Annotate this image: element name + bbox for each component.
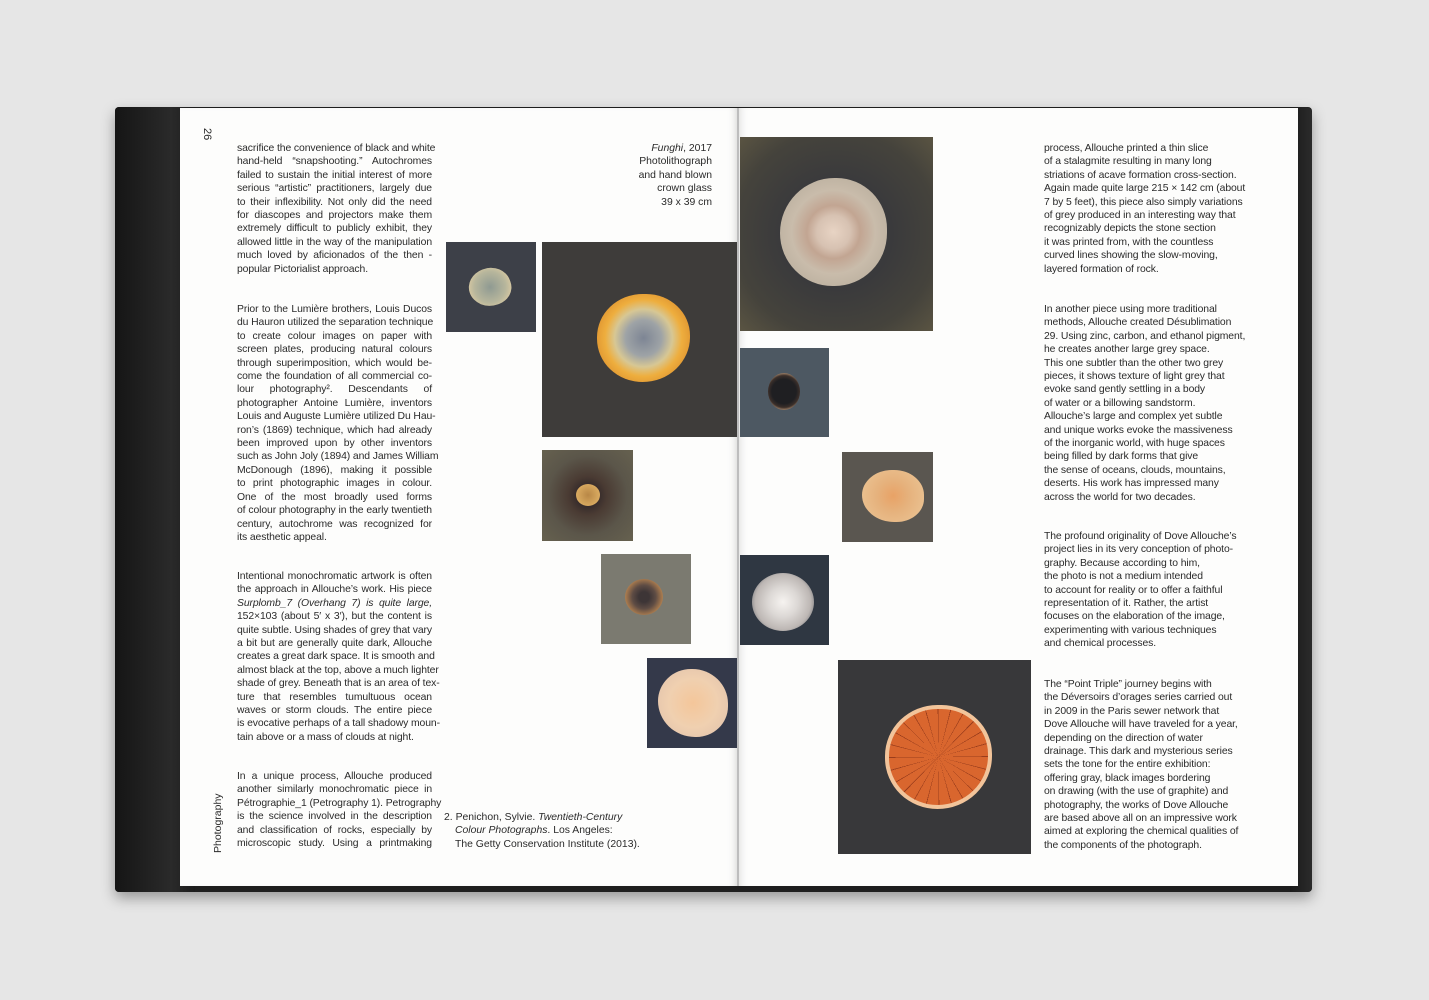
text-line: its aesthetic appeal. (237, 531, 327, 543)
text-line: In another piece using more traditional (1044, 304, 1217, 315)
text-line: such as John Joly (1894) and James William (237, 451, 439, 463)
artwork-year: , 2017 (683, 143, 712, 154)
text-line: quite subtle. Using shades of grey that vary (237, 624, 432, 636)
text-line: on drawing (with the use of graphite) and (1044, 786, 1229, 798)
footnote-title: Twentieth-Century (538, 812, 623, 823)
text-line: The “Point Triple” journey begins with (1044, 679, 1212, 690)
right-paragraph-1 (1044, 142, 1244, 276)
footnote-publisher: . Los Angeles: (547, 825, 613, 837)
text-line: sets the tone for the entire exhibition: (1044, 759, 1211, 771)
text-line: the photo is not a medium intended (1044, 571, 1203, 583)
text-line: deserts. His work has impressed many (1044, 478, 1219, 490)
text-line: microscopic study. Using a printmaking (237, 838, 432, 850)
text-line: waves or storm clouds. The entire piece (237, 705, 432, 717)
text-line: Dove Allouche will have traveled for a year, (1044, 719, 1238, 731)
text-line: century, autochrome was recognized for (237, 518, 432, 530)
text-line: Allouche’s large and complex yet subtle (1044, 411, 1223, 423)
text-line: the components of the photograph. (1044, 839, 1202, 851)
text-line: serious “artistic” practitioners, largely due (237, 183, 432, 195)
text-line: to their inflexibility. Not only did the need (237, 196, 432, 208)
text-line: shade of grey. Beneath that is an area of tex- (237, 678, 440, 690)
text-line: are based above all on an impressive work (1044, 813, 1237, 825)
text-line: he creates another large grey space. (1044, 344, 1210, 356)
text-line: depending on the direction of water (1044, 732, 1203, 744)
text-line: aimed at exploring the chemical qualities of (1044, 826, 1239, 838)
text-line: popular Pictorialist approach. (237, 263, 368, 275)
text-line: and chemical processes. (1044, 638, 1157, 650)
artwork-caption (600, 142, 712, 209)
text-line: the approach in Allouche’s work. His piece (237, 584, 432, 596)
text-line: striations of acave formation cross-section. (1044, 169, 1237, 181)
plate-dark-ring-colony (740, 348, 829, 437)
text-line: representation of it. Rather, the artist (1044, 598, 1209, 610)
text-line: to create colour images on paper with (237, 330, 432, 342)
page-number: 26 (201, 128, 213, 141)
text-line: Intentional monochromatic artwork is often (237, 571, 432, 582)
text-line: In a unique process, Allouche produced (237, 771, 432, 782)
caption-line: 39 x 39 cm (661, 196, 712, 208)
text-line: been improved upon by other inventors (237, 438, 432, 450)
plate-large-orange-colony (838, 660, 1031, 854)
plate-peach-split-colony (842, 452, 933, 542)
text-line: Again made quite large 215 × 142 cm (about (1044, 183, 1246, 195)
text-line: lour photography². Descendants of (237, 384, 432, 396)
text-line: methods, Allouche created Désublimation (1044, 317, 1232, 329)
text-line: offering gray, black images bordering (1044, 772, 1211, 784)
text-line: for diascopes and projectors make them (237, 210, 432, 222)
plate-grey-ring-colony (601, 554, 691, 644)
text-line: of a stalagmite resulting in many long (1044, 156, 1212, 168)
text-line: Prior to the Lumière brothers, Louis Ducos (237, 304, 432, 315)
text-line: another similarly monochromatic piece in (237, 784, 432, 796)
plate-large-yellow-colony (542, 242, 737, 437)
text-line: recognizably depicts the stone section (1044, 223, 1216, 235)
text-line: project lies in its very conception of photo- (1044, 544, 1233, 556)
text-line: This one subtler than the other two grey (1044, 357, 1224, 369)
plate-peach-lobed-colony (647, 658, 737, 748)
text-line: pieces, it shows texture of light grey that (1044, 371, 1225, 383)
text-line: focuses on the elaboration of the image, (1044, 611, 1225, 623)
text-line: of the inorganic world, with huge spaces (1044, 438, 1225, 450)
text-line: come the foundation of all commercial co- (237, 371, 432, 383)
text-line: process, Allouche printed a thin slice (1044, 143, 1209, 154)
text-line: to print photographic images in colour. (237, 478, 432, 490)
text-line: of grey produced in an interesting way that (1044, 210, 1236, 222)
text-line: drainage. This dark and mysterious series (1044, 746, 1233, 758)
text-line: Surplomb_7 (Overhang 7) is quite large, (237, 597, 432, 609)
plate-brown-halo-colony (542, 450, 633, 541)
right-paragraph-2 (1044, 303, 1244, 504)
text-line: experimenting with various techniques (1044, 624, 1217, 636)
caption-line: crown glass (657, 183, 712, 195)
text-line: hand-held “snapshooting.” Autochromes (237, 156, 432, 168)
text-line: du Hauron utilized the separation technique (237, 317, 434, 329)
text-line: much loved by aficionados of the then - (237, 250, 432, 262)
text-line: a bit but are generally quite dark, Allouche (237, 638, 432, 650)
text-line: Pétrographie_1 (Petrography 1). Petrography (237, 797, 442, 809)
text-line: tain above or a mass of clouds at night. (237, 731, 414, 743)
text-line: ture that resembles tumultuous ocean (237, 691, 432, 703)
caption-line: Photolithograph (639, 156, 712, 168)
text-line: photography, the works of Dove Allouche (1044, 799, 1229, 811)
text-line: extremely difficult to publicly exhibit, they (237, 223, 432, 235)
text-line: Louis and Auguste Lumière utilized Du Hau- (237, 411, 436, 423)
caption-line: and hand blown (638, 169, 712, 181)
text-line: photographer Antoine Lumière, inventors (237, 397, 432, 409)
text-line: graphy. Because according to him, (1044, 557, 1200, 569)
text-line: McDonough (1896), making it possible (237, 464, 432, 476)
book-gutter (737, 108, 739, 886)
text-line: across the world for two decades. (1044, 491, 1196, 503)
text-line: The profound originality of Dove Allouche’s (1044, 531, 1237, 542)
text-line: being filled by dark forms that give (1044, 451, 1199, 463)
plate-large-grey-flower-colony (740, 137, 933, 331)
right-paragraph-4 (1044, 678, 1244, 852)
text-line: curved lines showing the slow-moving, (1044, 250, 1218, 262)
text-line: and classification of rocks, especially by (237, 824, 432, 836)
text-line: ron’s (1869) technique, which had already (237, 424, 432, 436)
footnote (444, 811, 640, 851)
text-line: evoke sand gently settling in a body (1044, 384, 1206, 396)
text-line: through superimposition, which would be- (237, 357, 432, 369)
text-line: sacrifice the convenience of black and white (237, 143, 436, 154)
text-line: allowed little in the way of the manipulation (237, 236, 432, 248)
text-line: the Déversoirs d’orages series carried out (1044, 692, 1233, 704)
text-line: in 2009 in the Paris sewer network that (1044, 705, 1220, 717)
text-line: the sense of oceans, clouds, mountains, (1044, 464, 1226, 476)
text-line: to account for reality or to offer a faithful (1044, 584, 1223, 596)
running-head: Photography (212, 793, 224, 853)
left-paragraph-4 (237, 770, 442, 850)
footnote-author: Penichon, Sylvie. (455, 812, 536, 823)
text-line: screen plates, producing natural colours (237, 344, 432, 356)
text-line: is the science involved in the description (237, 811, 432, 823)
text-line: failed to sustain the initial interest of more (237, 169, 432, 181)
plate-small-pale-colony (446, 242, 536, 332)
left-paragraph-3 (237, 570, 440, 744)
text-line: layered formation of rock. (1044, 263, 1159, 275)
text-line: 152×103 (about 5′ x 3′), but the content is (237, 611, 432, 623)
left-paragraph-1 (237, 142, 436, 276)
right-paragraph-3 (1044, 530, 1244, 651)
text-line: One of the most broadly used forms (237, 491, 432, 503)
text-line: of water or a billowing sandstorm. (1044, 397, 1196, 409)
plate-white-fuzzy-colony (740, 555, 829, 645)
text-line: almost black at the top, above a much lighter (237, 664, 439, 676)
text-line: 7 by 5 feet), this piece also simply variations (1044, 196, 1243, 208)
footnote-number: 2. (444, 812, 453, 823)
artwork-title: Funghi (651, 143, 684, 154)
footnote-publisher: The Getty Conservation Institute (2013). (455, 838, 640, 850)
text-line: it was printed from, with the countless (1044, 236, 1214, 248)
text-line: 29. Using zinc, carbon, and ethanol pigment, (1044, 330, 1246, 342)
left-paragraph-2 (237, 303, 439, 544)
text-line: is evocative perhaps of a tall shadowy moun- (237, 718, 440, 730)
footnote-title: Colour Photographs (455, 825, 548, 837)
text-line: and unique works evoke the massiveness (1044, 424, 1233, 436)
text-line: creates a great dark space. It is smooth and (237, 651, 435, 663)
text-line: of colour photography in the early twentieth (237, 505, 432, 517)
